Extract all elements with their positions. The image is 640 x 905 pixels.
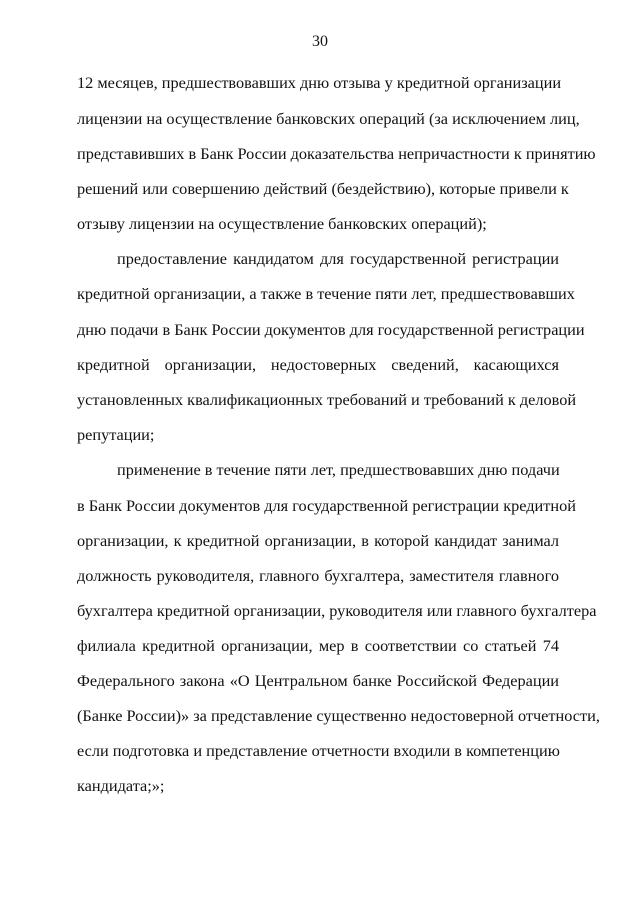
text-line: организации, к кредитной организации, в которой кандидат занимал — [77, 531, 559, 550]
text-line: должность руководителя, главного бухгалтера, заместителя главного — [77, 566, 559, 585]
text-line: если подготовка и представление отчетности входили в компетенцию — [77, 741, 560, 760]
text-line: предоставление кандидатом для государственной регистрации — [117, 249, 559, 268]
text-line: (Банке России)» за представление существенно недостоверной отчетности, — [77, 706, 600, 725]
text-line: кредитной организации, а также в течение пяти лет, предшествовавших — [77, 284, 575, 303]
text-line: лицензии на осуществление банковских операций (за исключением лиц, — [77, 109, 580, 128]
text-line: применение в течение пяти лет, предшествовавших дню подачи — [117, 460, 560, 479]
text-line: филиала кредитной организации, мер в соответствии со статьей 74 — [77, 636, 559, 655]
text-line: отзыву лицензии на осуществление банковских операций); — [77, 214, 487, 233]
text-line: представивших в Банк России доказательства непричастности к принятию — [77, 144, 596, 163]
text-line: дню подачи в Банк России документов для государственной регистрации — [77, 320, 585, 339]
text-line: 12 месяцев, предшествовавших дню отзыва у кредитной организации — [77, 73, 562, 92]
text-line: репутации; — [77, 425, 155, 444]
text-line: установленных квалификационных требований и требований к деловой — [77, 390, 577, 409]
text-line: решений или совершению действий (бездействию), которые привели к — [77, 179, 569, 198]
text-line: Федерального закона «О Центральном банке Российской Федерации — [77, 671, 559, 690]
text-line: кредитной организации, недостоверных сведений, касающихся — [77, 355, 559, 374]
text-line: в Банк России документов для государственной регистрации кредитной — [77, 496, 576, 515]
text-line: бухгалтера кредитной организации, руководителя или главного бухгалтера — [77, 601, 597, 620]
text-line: кандидата;»; — [77, 776, 165, 795]
page-number: 30 — [312, 33, 328, 50]
